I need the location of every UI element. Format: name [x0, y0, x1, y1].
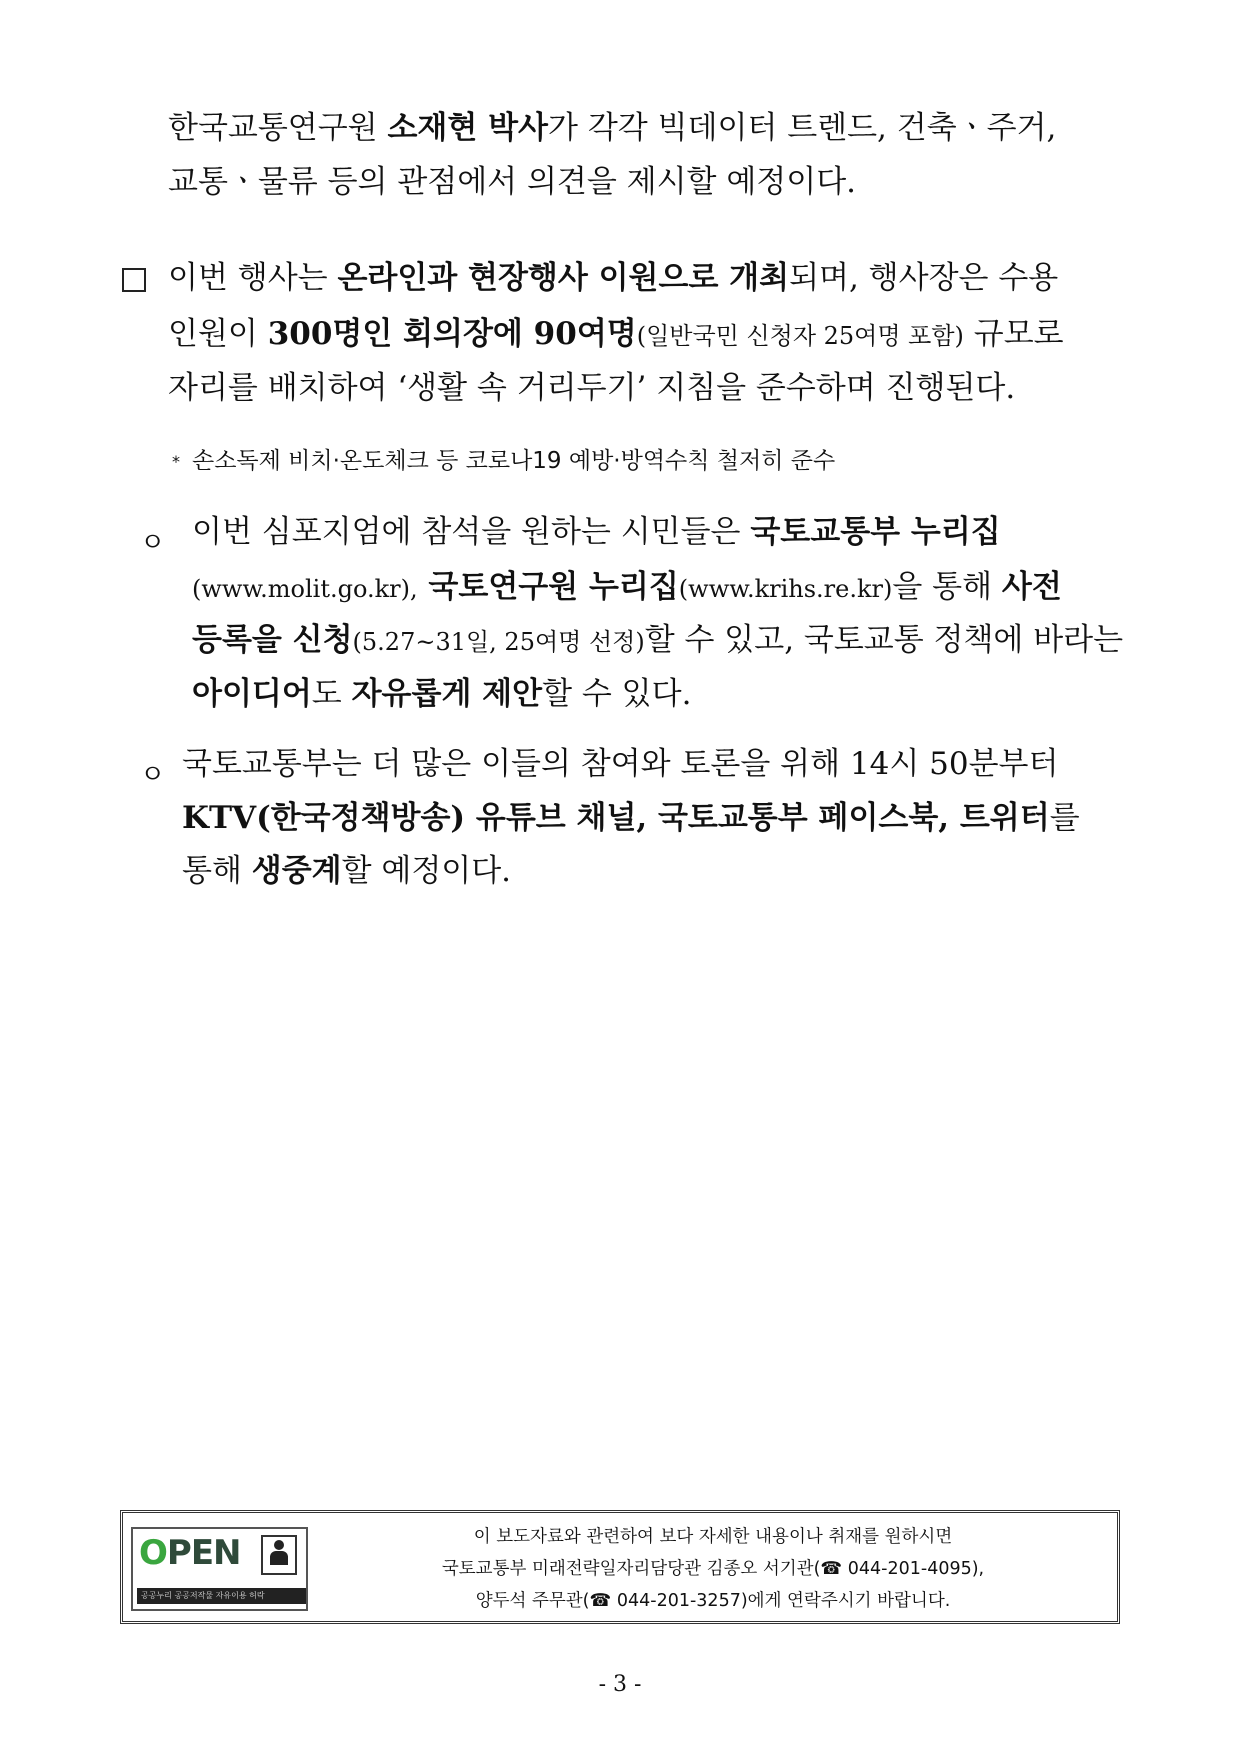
bullet-2-line-2: KTV(한국정책방송) 유튜브 채널, 국토교통부 페이스북, 트위터를	[182, 800, 1080, 836]
event-line-1: 이번 행사는 온라인과 현장행사 이원으로 개최되며, 행사장은 수용	[168, 260, 1059, 296]
note-text: 손소독제 비치·온도체크 등 코로나19 예방·방역수칙 철저히 준수	[192, 448, 836, 474]
event-line-2: 인원이 300명인 회의장에 90여명(일반국민 신청자 25여명 포함) 규모로	[168, 316, 1064, 352]
intro-line-2: 교통ㆍ물류 등의 관점에서 의견을 제시할 예정이다.	[168, 164, 856, 200]
contact-text	[323, 1521, 1103, 1617]
bullet-2-line-1: 국토교통부는 더 많은 이들의 참여와 토론을 위해 14시 50분부터	[182, 746, 1059, 782]
contact-box	[120, 1510, 1120, 1624]
bullet-2-line-3: 통해 생중계할 예정이다.	[182, 853, 512, 889]
contact-line-1: 이 보도자료와 관련하여 보다 자세한 내용이나 취재를 원하시면	[473, 1527, 953, 1547]
intro-text-a: 한국교통연구원 소재현 박사가 각각 빅데이터 트렌드, 건축ㆍ주거,	[168, 110, 1057, 146]
bullet-1-marker: ㅇ	[140, 528, 166, 558]
contact-line-3: 양두석 주무관(☎ 044-201-3257)에게 연락주시기 바랍니다.	[475, 1591, 951, 1611]
checkbox-bullet	[122, 268, 146, 292]
bullet-2-marker: ㅇ	[140, 760, 166, 790]
person-icon	[261, 1535, 297, 1575]
bullet-1-line-4: 아이디어도 자유롭게 제안할 수 있다.	[192, 676, 692, 712]
bullet-1-line-3: 등록을 신청(5.27~31일, 25여명 선정)할 수 있고, 국토교통 정책에 바라는	[192, 622, 1124, 658]
intro-line-1	[168, 110, 1116, 147]
bullet-1-line-1: 이번 심포지엄에 참석을 원하는 시민들은 국토교통부 누리집	[192, 514, 1001, 550]
bullet-1-line-2: (www.molit.go.kr), 국토연구원 누리집(www.krihs.re.kr)을 통해 사전	[192, 569, 1062, 605]
contact-line-2: 국토교통부 미래전략일자리담당관 김종오 서기관(☎ 044-201-4095),	[441, 1559, 985, 1579]
note-line	[172, 442, 835, 475]
logo-strip: 공공누리 공공저작물 자유이용 허락	[137, 1588, 306, 1604]
open-license-logo	[131, 1527, 308, 1611]
asterisk-icon: *	[172, 452, 180, 471]
page-number: - 3 -	[598, 1672, 642, 1697]
event-line-3: 자리를 배치하여 ‘생활 속 거리두기’ 지침을 준수하며 진행된다.	[168, 370, 1016, 406]
open-logo-text: OPEN	[139, 1533, 241, 1573]
